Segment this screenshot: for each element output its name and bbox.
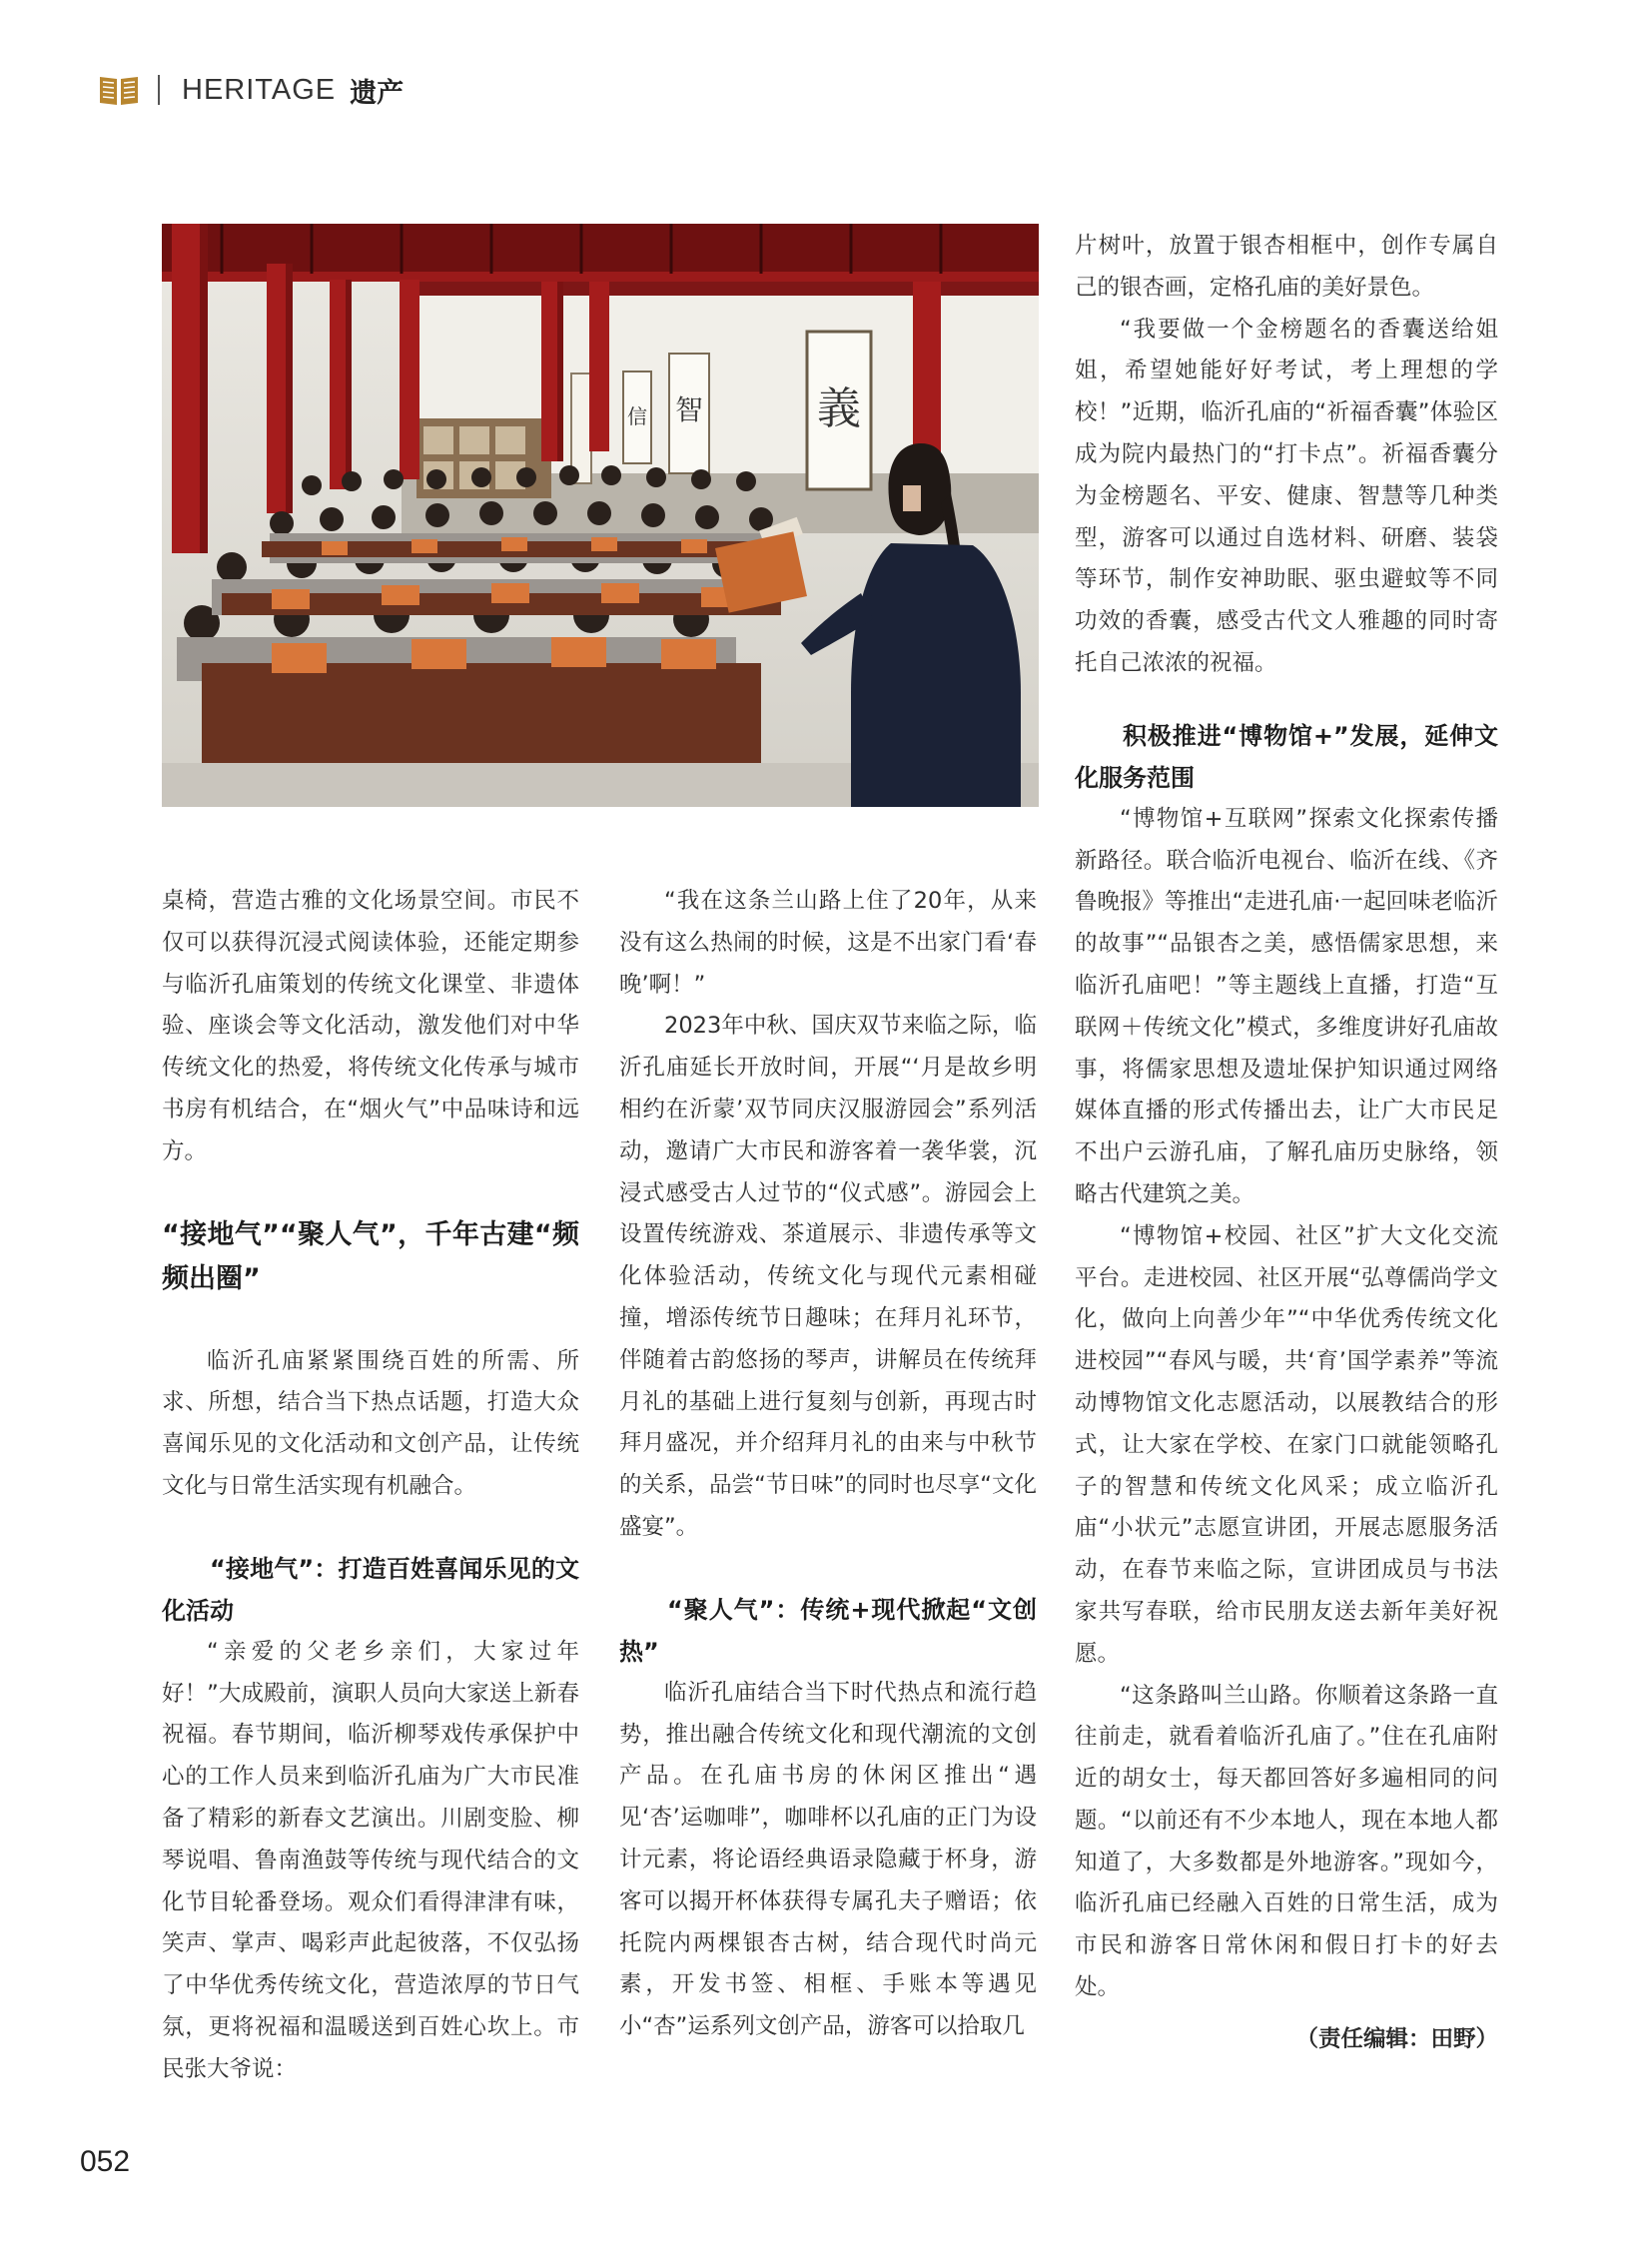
paragraph: 片树叶，放置于银杏相框中，创作专属自己的银杏画，定格孔庙的美好景色。 (1075, 233, 1498, 301)
page-number: 052 (80, 2145, 131, 2178)
paragraph: “这条路叫兰山路。你顺着这条路一直往前走，就看着临沂孔庙了。”住在孔庙附近的胡女士，每天都回答好多遍相同的问题。“以前还有不少本地人，现在本地人都知道了，大多数都是外地游客。”现如今，临沂孔庙已经融入百姓的日常生活，成为市民和游客日常休闲和假日打卡的好去处。 (1075, 1682, 1498, 2001)
paragraph: “我要做一个金榜题名的香囊送给姐姐，希望她能好好考试，考上理想的学校！”近期，临沂孔庙的“祈福香囊”体验区成为院内最热门的“打卡点”。祈福香囊分为金榜题名、平安、健康、智慧等几种类型，游客可以通过自选材料、研磨、装袋等环节，制作安神助眠、驱虫避蚊等不同功效的香囊，感受古代文人雅趣的同时寄托自己浓浓的祝福。 (1075, 316, 1498, 676)
scroll-text-1: 信 (627, 404, 647, 428)
responsible-editor: （责任编辑：田野） (1295, 2025, 1498, 2052)
subsection-heading: “聚人气”：传统+现代掀起“文创热” (619, 1595, 1037, 1666)
paragraph: 临沂孔庙结合当下时代热点和流行趋势，推出融合传统文化和现代潮流的文创产品。在孔庙书房的休闲区推出“遇见‘杏’运咖啡”，咖啡杯以孔庙的正门为设计元素，将论语经典语录隐藏于杯身，游客可以揭开杯体获得专属孔夫子赠语；依托院内两棵银杏古树，结合现代时尚元素，开发书签、相框、手账本等遇见小“杏”运系列文创产品，游客可以拾取几 (619, 1679, 1037, 2040)
book-icon (98, 73, 140, 107)
paragraph: 临沂孔庙紧紧围绕百姓的所需、所求、所想，结合当下热点话题，打造大众喜闻乐见的文化活动和文创产品，让传统文化与日常生活实现有机融合。 (162, 1347, 579, 1499)
section-title-cn: 遗产 (350, 77, 405, 109)
article-photo (162, 224, 1039, 807)
subsection-heading: “接地气”：打造百姓喜闻乐见的文化活动 (162, 1554, 579, 1625)
paragraph: “我在这条兰山路上住了20年，从来没有这么热闹的时候，这是不出家门看‘春晚’啊！” (619, 888, 1037, 998)
subsection-heading: 积极推进“博物馆+”发展，延伸文化服务范围 (1075, 721, 1498, 792)
paragraph: 2023年中秋、国庆双节来临之际，临沂孔庙延长开放时间，开展“‘月是故乡明 相约在沂蒙’双节同庆汉服游园会”系列活动，邀请广大市民和游客着一袭华裳，沉浸式感受古人过节的“仪式感”。游园会上设置传统游戏、茶道展示、非遗传承等文化体验活动，传统文化与现代元素相碰撞，增添传统节日趣味；在拜月礼环节，伴随着古韵悠扬的琴声，讲解员在传统拜月礼的基础上进行复刻与创新，再现古时拜月盛况，并介绍拜月礼的由来与中秋节的关系，品尝“节日味”的同时也尽享“文化盛宴”。 (619, 1013, 1037, 1540)
paragraph: “博物馆+互联网”探索文化探索传播新路径。联合临沂电视台、临沂在线、《齐鲁晚报》等推出“走进孔庙·一起回味老临沂的故事”“品银杏之美，感悟儒家思想，来临沂孔庙吧！”等主题线上直播，打造“互联网＋传统文化”模式，多维度讲好孔庙故事，将儒家思想及遗址保护知识通过网络媒体直播的形式传播出去，让广大市民足不出户云游孔庙，了解孔庙历史脉络，领略古代建筑之美。 (1075, 805, 1498, 1207)
section-title-en: HERITAGE (182, 73, 337, 106)
section-heading: “接地气”“聚人气”，千年古建“频频出圈” (162, 1218, 579, 1294)
paragraph: “亲爱的父老乡亲们，大家过年好！”大成殿前，演职人员向大家送上新春祝福。春节期间，临沂柳琴戏传承保护中心的工作人员来到临沂孔庙为广大市民准备了精彩的新春文艺演出。川剧变脸、柳琴说唱、鲁南渔鼓等传统与现代结合的文化节目轮番登场。观众们看得津津有味，笑声、掌声、喝彩声此起彼落，不仅弘扬了中华优秀传统文化，营造浓厚的节日气氛，更将祝福和温暖送到百姓心坎上。市民张大爷说： (162, 1638, 579, 2082)
article-column-3 (1075, 226, 1498, 2061)
paragraph: “博物馆+校园、社区”扩大文化交流平台。走进校园、社区开展“弘尊儒尚学文化，做向上向善少年”“中华优秀传统文化进校园”“春风与暖，共‘育’国学素养”等流动博物馆文化志愿活动，以展教结合的形式，让大家在学校、在家门口就能领略孔子的智慧和传统文化风采；成立临沂孔庙“小状元”志愿宣讲团，开展志愿服务活动，在春节来临之际，宣讲团成员与书法家共写春联，给市民朋友送去新年美好祝愿。 (1075, 1222, 1498, 1667)
scroll-text-3: 義 (817, 383, 861, 434)
header-divider (158, 75, 160, 105)
scroll-text-2: 智 (674, 393, 704, 426)
article-column-2 (619, 881, 1037, 2048)
section-header (98, 70, 404, 110)
article-column-1 (162, 881, 579, 2091)
paragraph: 桌椅，营造古雅的文化场景空间。市民不仅可以获得沉浸式阅读体验，还能定期参与临沂孔庙策划的传统文化课堂、非遗体验、座谈会等文化活动，激发他们对中华传统文化的热爱，将传统文化传承与城市书房有机结合，在“烟火气”中品味诗和远方。 (162, 888, 579, 1164)
